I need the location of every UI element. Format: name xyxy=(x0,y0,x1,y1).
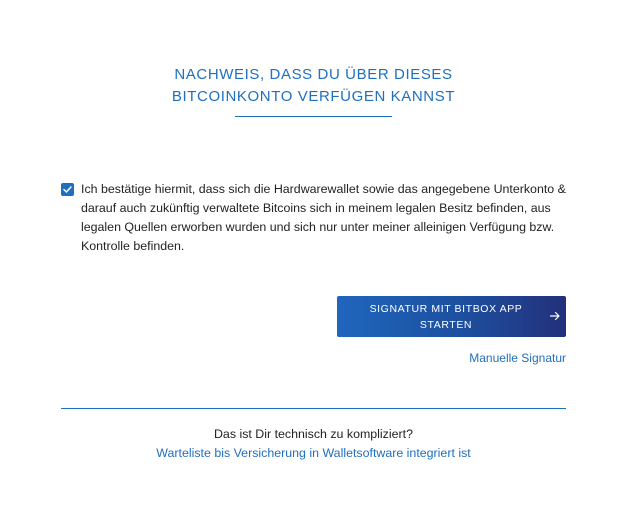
consent-checkbox[interactable] xyxy=(61,183,74,196)
arrow-right-icon xyxy=(549,310,561,322)
consent-section xyxy=(61,180,566,256)
start-bitbox-signature-button[interactable] xyxy=(337,296,566,337)
manual-signature-link[interactable]: Manuelle Signatur xyxy=(469,351,566,365)
page-heading xyxy=(0,64,627,108)
page-heading-line-1: NACHWEIS, DASS DU ÜBER DIESES xyxy=(174,66,453,83)
heading-underline xyxy=(235,116,392,117)
section-divider xyxy=(61,408,566,409)
start-bitbox-signature-label: SIGNATUR MIT BITBOX APP STARTEN xyxy=(369,303,523,331)
checkmark-icon xyxy=(61,183,74,196)
consent-text: Ich bestätige hiermit, dass sich die Hardwarewallet sowie das angegebene Unterkonto & darauf auch zukünftig verwaltete Bitcoins sich in meinem legalen Besitz befinden, aus legalen Quellen erworben wurden und sich nur unter meiner alleinigen Verfügung bzw. Kontrolle befinden. xyxy=(81,182,566,253)
page-heading-line-2: BITCOINKONTO VERFÜGEN KANNST xyxy=(171,88,456,105)
footer-question: Das ist Dir technisch zu kompliziert? xyxy=(213,427,413,441)
waitlist-link[interactable]: Warteliste bis Versicherung in Walletsoftware integriert ist xyxy=(156,446,471,460)
